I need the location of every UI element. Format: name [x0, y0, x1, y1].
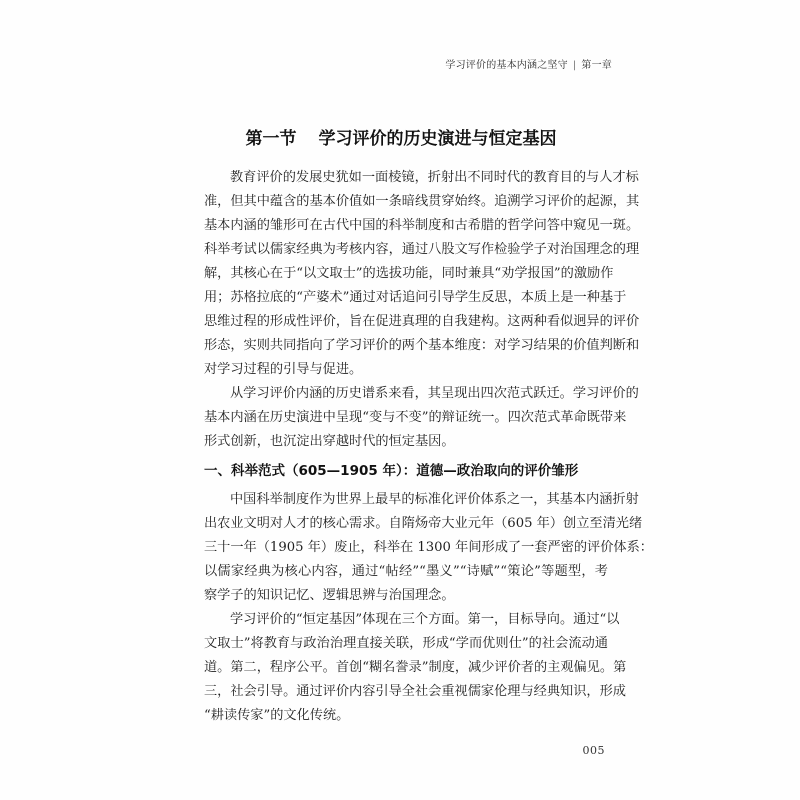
- text-line: 察学子的知识记忆、逻辑思辨与治国理念。: [204, 588, 455, 603]
- page-number: 005: [582, 744, 605, 757]
- paragraph: [204, 488, 653, 608]
- paragraph: [204, 608, 627, 728]
- running-head-chapter: 第一章: [581, 60, 612, 71]
- text-line: 基本内涵的雏形可在古代中国的科举制度和古希腊的哲学问答中窥见一斑。: [204, 218, 640, 233]
- text-line: 学习评价的“恒定基因”体现在三个方面。第一，目标导向。通过“以: [230, 612, 620, 627]
- text-line: 科举考试以儒家经典为考核内容，通过八股文写作检验学子对治国理念的理: [204, 242, 640, 257]
- text-line: 形态，实则共同指向了学习评价的两个基本维度：对学习结果的价值判断和: [204, 338, 640, 353]
- text-line: 解，其核心在于“以文取士”的选拔功能，同时兼具“劝学报国”的激励作: [204, 266, 614, 281]
- text-line: 准，但其中蕴含的基本价值如一条暗线贯穿始终。追溯学习评价的起源，其: [204, 194, 640, 209]
- section-title: [196, 124, 606, 149]
- text-line: 以儒家经典为核心内容，通过“帖经”“墨义”“诗赋”“策论”等题型，考: [204, 564, 608, 579]
- text-line: 教育评价的发展史犹如一面棱镜，折射出不同时代的教育目的与人才标: [230, 170, 639, 185]
- subsection-heading: 一、科举范式（605—1905 年）：道德—政治取向的评价雏形: [204, 463, 579, 479]
- body-text: [204, 166, 653, 728]
- text-line: 三十一年（1905 年）废止，科举在 1300 年间形成了一套严密的评价体系：: [204, 540, 653, 555]
- section-number: 第一节: [245, 129, 297, 149]
- text-line: “耕读传家”的文化传统。: [204, 708, 350, 723]
- text-line: 三，社会引导。通过评价内容引导全社会重视儒家伦理与经典知识，形成: [204, 684, 626, 699]
- text-line: 中国科举制度作为世界上最早的标准化评价体系之一，其基本内涵折射: [230, 492, 639, 507]
- text-line: 用；苏格拉底的“产婆术”通过对话追问引导学生反思，本质上是一种基于: [204, 290, 627, 305]
- text-line: 基本内涵在历史演进中呈现“变与不变”的辩证统一。四次范式革命既带来: [204, 410, 627, 425]
- running-head: [445, 56, 612, 71]
- text-line: 对学习过程的引导与促进。: [204, 362, 363, 377]
- text-line: 思维过程的形成性评价，旨在促进真理的自我建构。这两种看似迥异的评价: [204, 314, 640, 329]
- section-title-text: 学习评价的历史演进与恒定基因: [318, 129, 557, 149]
- paragraph: [204, 166, 640, 382]
- text-line: 文取士”将教育与政治治理直接关联，形成“学而优则仕”的社会流动通: [204, 636, 608, 651]
- running-head-title: 学习评价的基本内涵之坚守: [445, 60, 568, 71]
- text-line: 形式创新，也沉淀出穿越时代的恒定基因。: [204, 434, 455, 449]
- text-line: 道。第二，程序公平。首创“糊名誊录”制度，减少评价者的主观偏见。第: [204, 660, 627, 675]
- paragraph: [204, 382, 639, 454]
- text-line: 出农业文明对人才的核心需求。自隋炀帝大业元年（605 年）创立至清光绪: [204, 516, 643, 531]
- text-line: 从学习评价内涵的历史谱系来看，其呈现出四次范式跃迁。学习评价的: [230, 386, 639, 401]
- running-head-separator: |: [572, 60, 577, 71]
